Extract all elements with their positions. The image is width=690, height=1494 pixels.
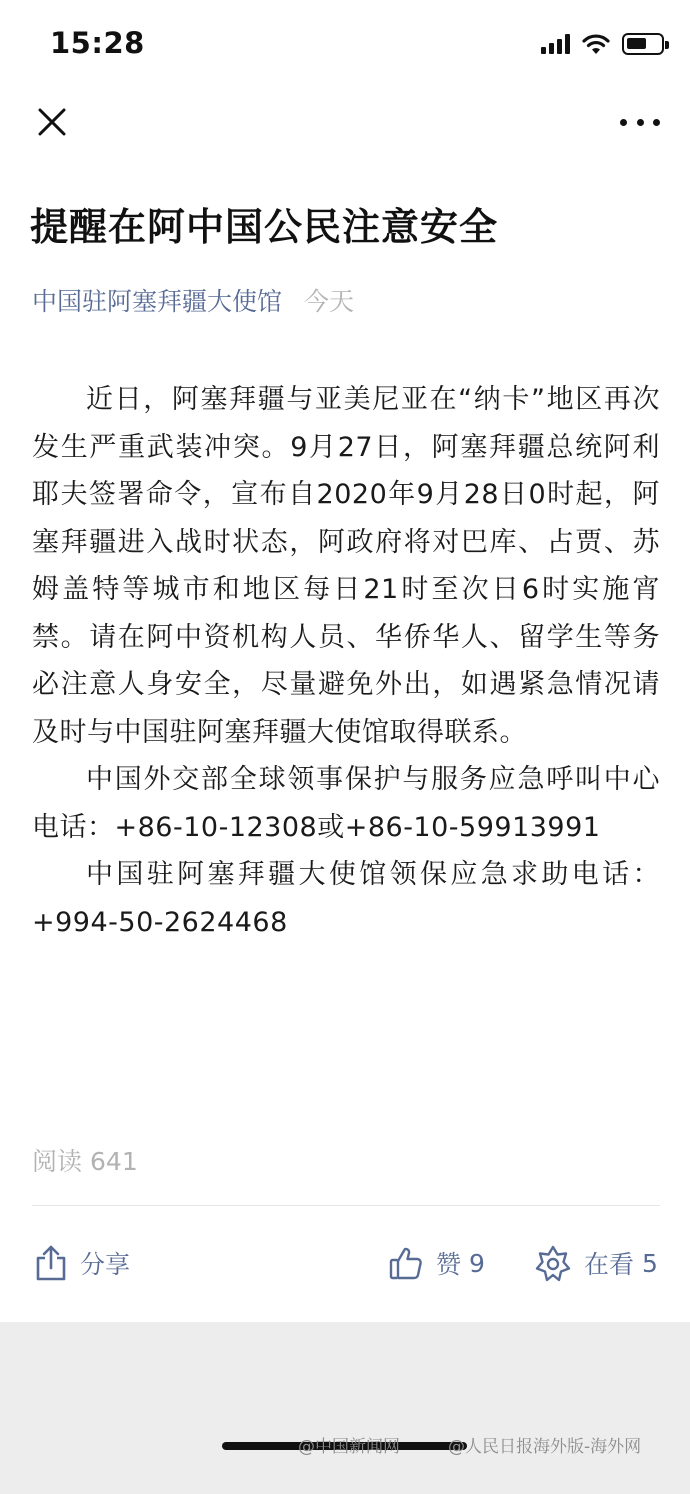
- divider: [32, 1205, 660, 1206]
- share-button[interactable]: [34, 1242, 130, 1284]
- close-icon[interactable]: [32, 102, 72, 142]
- like-count: 9: [469, 1248, 485, 1278]
- article-title: 提醒在阿中国公民注意安全: [30, 205, 499, 249]
- article-paragraph: 近日，阿塞拜疆与亚美尼亚在“纳卡”地区再次发生严重武装冲突。9月27日，阿塞拜疆总统阿利耶夫签署命令，宣布自2020年9月28日0时起，阿塞拜疆进入战时状态，阿政府将对巴库、占贾、苏姆盖特等城市和地区每日21时至次日6时实施宵禁。请在阿中资机构人员、华侨华人、留学生等务必注意人身安全，尽量避免外出，如遇紧急情况请及时与中国驻阿塞拜疆大使馆取得联系。: [32, 384, 660, 748]
- signal-icon: [541, 34, 570, 54]
- watermark-right: @人民日报海外版-海外网: [448, 1437, 642, 1457]
- read-count-value: 641: [90, 1147, 138, 1176]
- status-bar: [0, 0, 690, 86]
- footer-area: [0, 1322, 690, 1494]
- read-label: 阅读: [32, 1147, 83, 1176]
- watermark-left: @中国新闻网: [298, 1437, 400, 1457]
- status-time: 15:28: [50, 26, 145, 60]
- thumbs-up-icon: [388, 1245, 424, 1281]
- share-icon: [34, 1244, 68, 1282]
- article-paragraph: 中国驻阿塞拜疆大使馆领保应急求助电话：+994-50-2624468: [32, 859, 660, 938]
- wifi-icon: [582, 33, 610, 55]
- action-bar: [0, 1228, 690, 1298]
- like-button[interactable]: [388, 1242, 485, 1284]
- more-dots-icon[interactable]: [620, 108, 660, 136]
- article-body: [32, 376, 660, 946]
- watching-star-icon: [534, 1244, 572, 1282]
- watching-count: 5: [642, 1248, 658, 1278]
- nav-bar: [0, 86, 690, 158]
- like-label: 赞: [436, 1250, 462, 1279]
- article-paragraph: 中国外交部全球领事保护与服务应急呼叫中心电话：+86-10-12308或+86-10-59913991: [32, 764, 660, 843]
- battery-icon: [622, 33, 664, 55]
- article-meta: [32, 280, 354, 320]
- watching-label: 在看: [584, 1250, 635, 1279]
- share-label: 分享: [80, 1250, 131, 1279]
- status-icons: [541, 30, 664, 58]
- author-link[interactable]: 中国驻阿塞拜疆大使馆: [32, 287, 283, 316]
- read-count: [32, 1142, 138, 1178]
- watching-button[interactable]: [534, 1242, 658, 1284]
- publish-date: 今天: [304, 287, 355, 316]
